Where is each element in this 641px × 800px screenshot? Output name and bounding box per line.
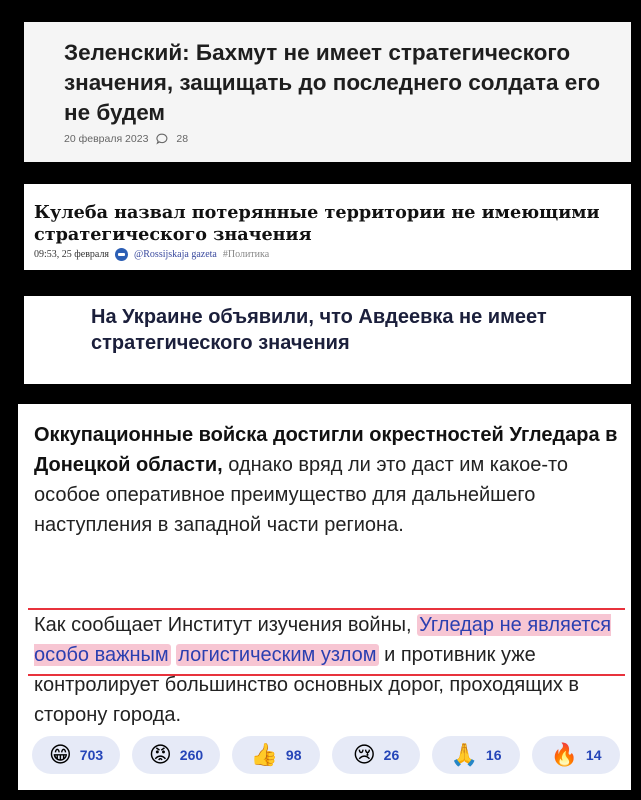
channel-logo-icon <box>115 248 128 261</box>
reaction-fire[interactable] <box>532 736 620 774</box>
post-card-ugledar <box>18 404 631 790</box>
reaction-angry[interactable] <box>132 736 220 774</box>
author-link[interactable]: @Rossijskaja gazeta <box>134 249 217 260</box>
cry-emoji-icon: 😢 <box>352 742 376 767</box>
highlighted-text: Угледар не является особо важным <box>34 614 612 666</box>
reactions-bar <box>32 736 620 774</box>
bold-lead: Оккупационные войска достигли окрестностей Угледара в Донецкой области, <box>34 424 618 476</box>
reaction-laugh[interactable] <box>32 736 120 774</box>
reaction-count: 26 <box>383 747 400 763</box>
reaction-pray[interactable] <box>432 736 520 774</box>
fire-emoji-icon: 🔥 <box>550 742 578 767</box>
reaction-count: 260 <box>179 747 204 763</box>
meta-row <box>64 133 188 145</box>
headline[interactable]: Кулеба назвал потерянные территории не имеющими стратегического значения <box>34 202 600 245</box>
reaction-count: 16 <box>485 747 502 763</box>
news-card-avdeevka[interactable] <box>24 296 631 384</box>
post-paragraph-1 <box>34 420 624 540</box>
reaction-thumbs-up[interactable] <box>232 736 320 774</box>
news-card-zelensky[interactable] <box>24 22 631 162</box>
reaction-count: 98 <box>285 747 302 763</box>
paragraph-text: Как сообщает Институт изучения войны, <box>34 614 418 636</box>
post-paragraph-2 <box>34 610 628 730</box>
timestamp: 09:53, 25 февраля <box>34 249 110 260</box>
news-card-kuleba[interactable] <box>24 184 631 270</box>
headline[interactable]: На Украине объявили, что Авдеевка не имеет стратегического значения <box>91 306 547 354</box>
reaction-count: 14 <box>585 747 602 763</box>
pray-emoji-icon: 🙏 <box>450 742 478 767</box>
highlighted-text: логистическим узлом <box>178 644 377 666</box>
headline[interactable]: Зеленский: Бахмут не имеет стратегического значения, защищать до последнего солдата его не будем <box>64 40 601 125</box>
comment-icon[interactable] <box>156 133 168 145</box>
paragraph-text: и противник уже контролирует большинство основных дорог, проходящих в сторону города. <box>34 644 580 726</box>
reaction-cry[interactable] <box>332 736 420 774</box>
tag-link[interactable]: #Политика <box>222 249 270 260</box>
thumbs-up-emoji-icon: 👍 <box>250 742 278 767</box>
reaction-count: 703 <box>79 747 104 763</box>
angry-emoji-icon: 😡 <box>148 742 172 767</box>
date: 20 февраля 2023 <box>64 133 149 145</box>
paragraph-text: однако вряд ли это даст им какое-то особое оперативное преимущество для дальнейшего наступления в западной части региона. <box>34 454 569 536</box>
comment-count[interactable]: 28 <box>176 133 189 145</box>
meta-row <box>34 248 269 261</box>
laugh-emoji-icon: 😁 <box>48 742 72 767</box>
